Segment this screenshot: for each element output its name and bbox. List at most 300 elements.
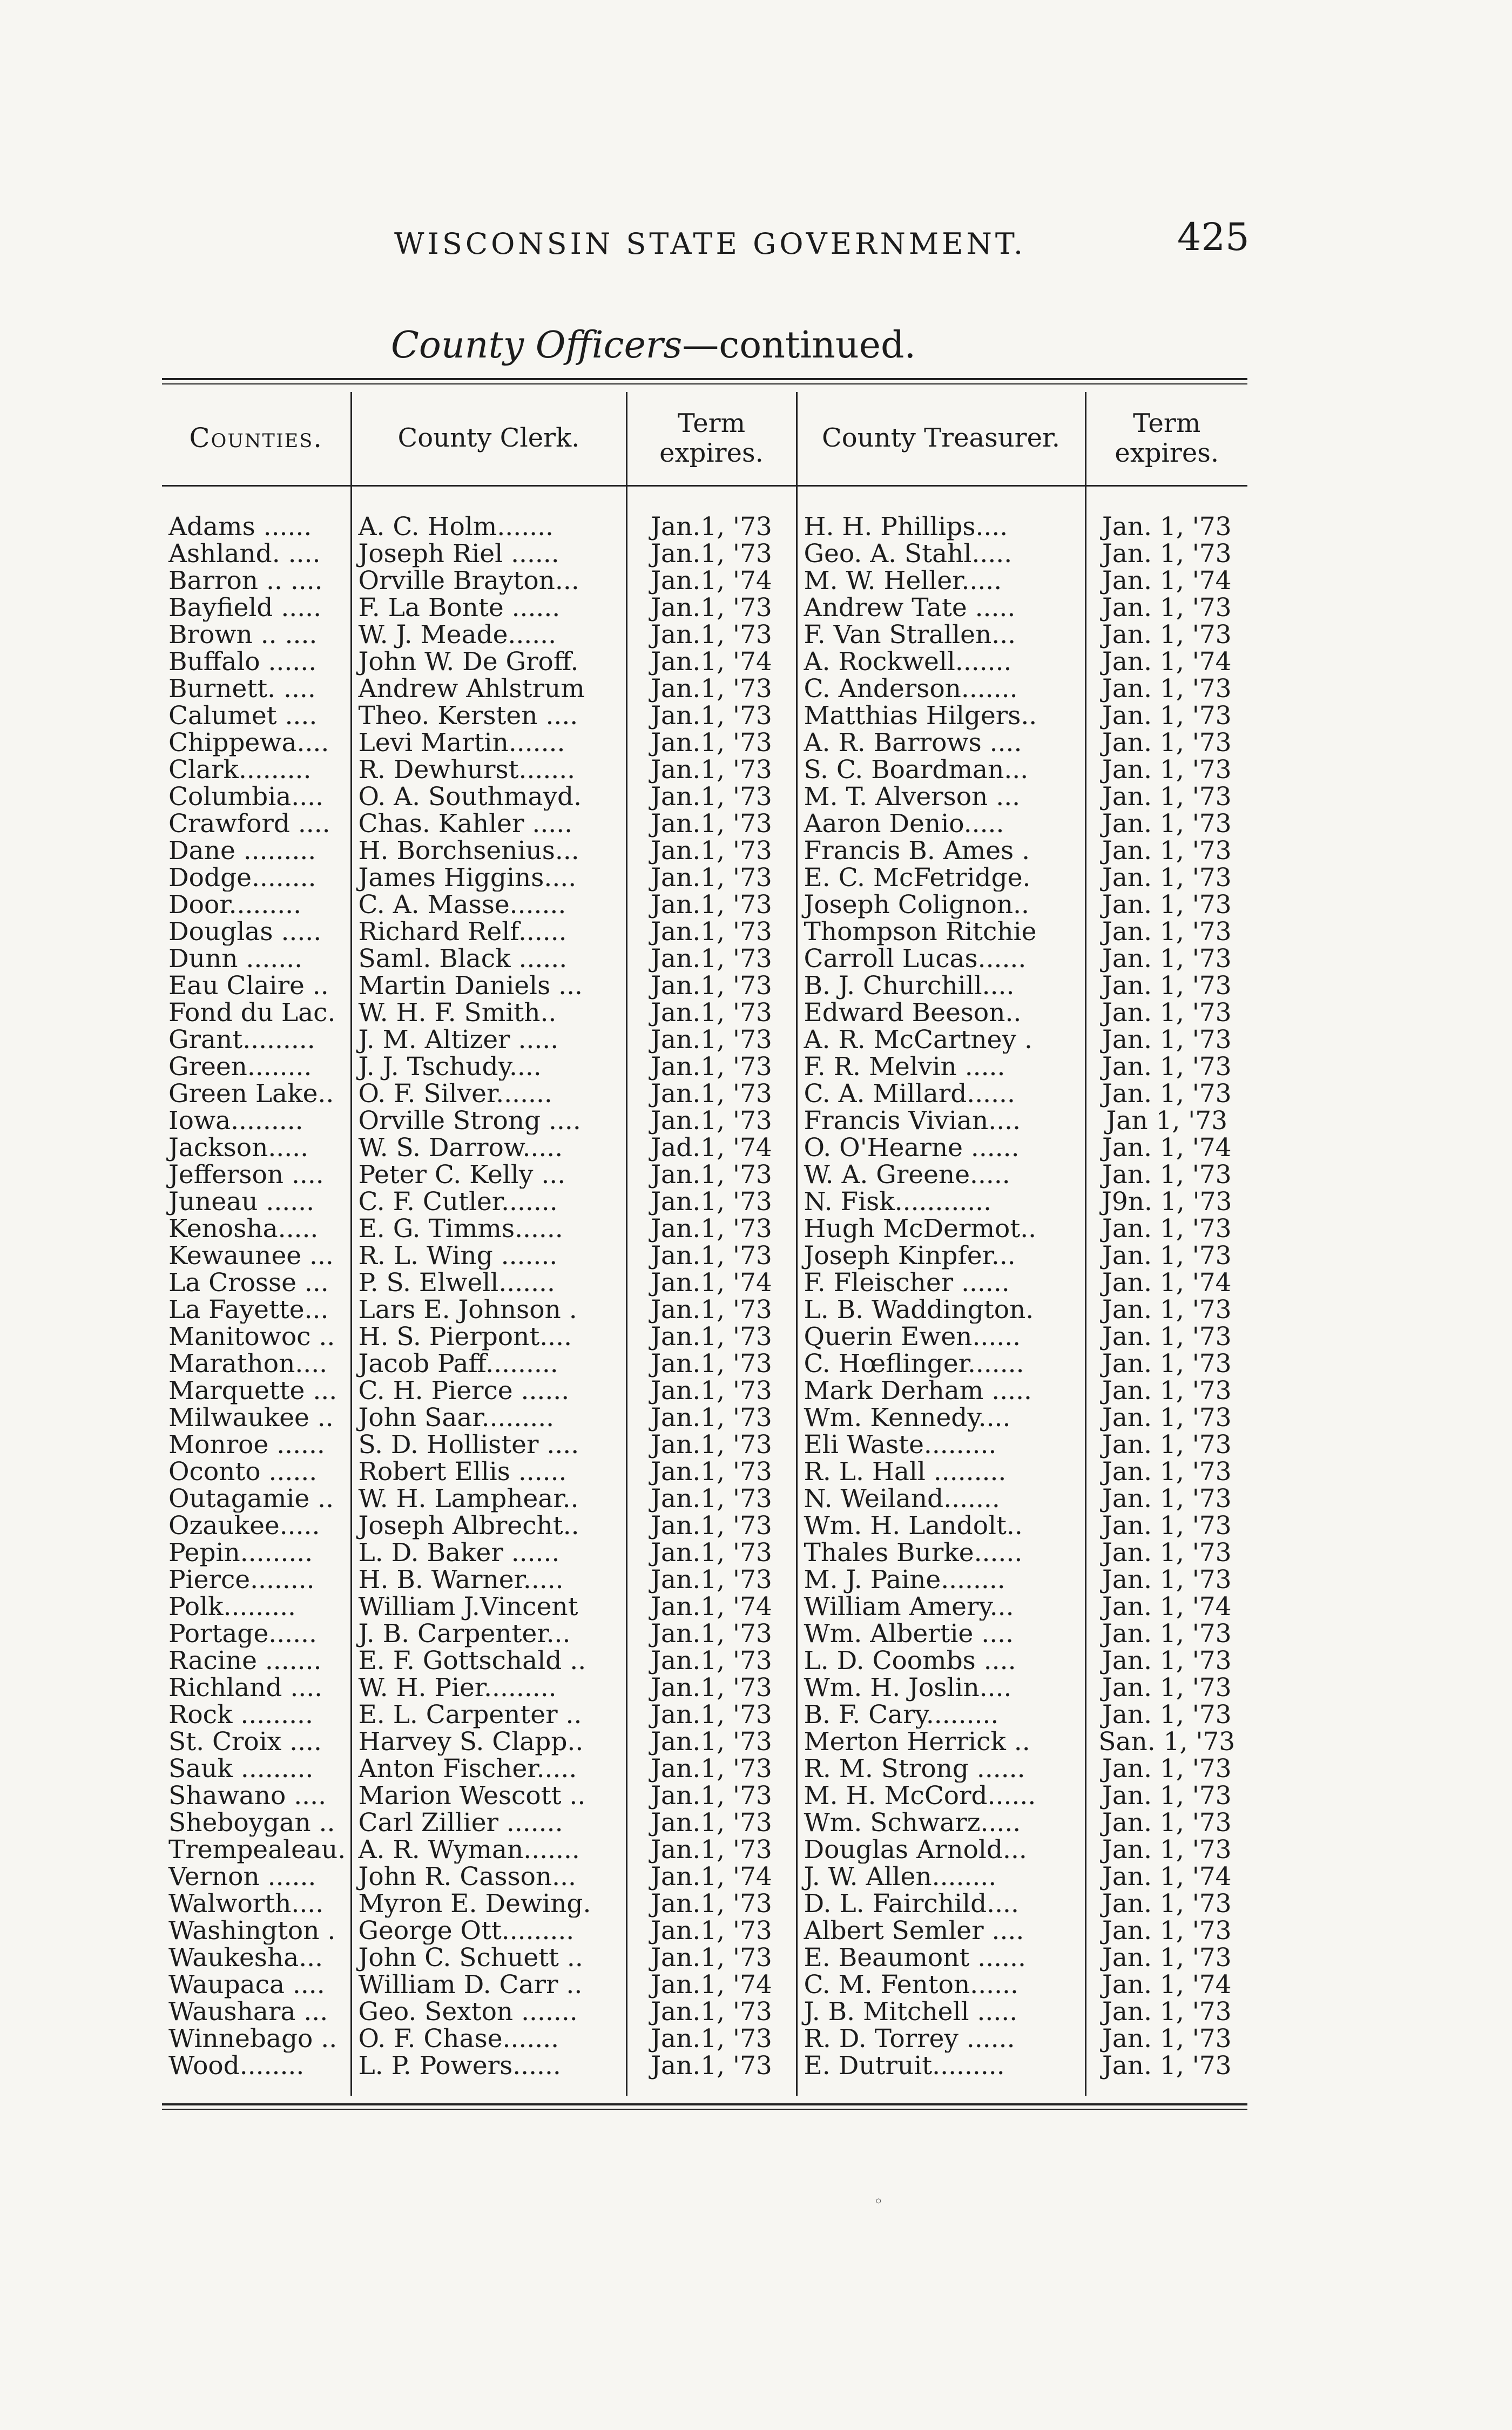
cell-treasurer: C. A. Millard...... — [796, 1081, 1085, 1108]
cell-county: Kenosha..... — [168, 1216, 319, 1243]
cell-clerk-term: Jan.1, '73 — [626, 757, 796, 784]
cell-county: Buffalo ...... — [168, 649, 317, 676]
cell-treasurer: Querin Ewen...... — [796, 1324, 1085, 1351]
cell-treasurer-term: Jan. 1, '73 — [1085, 946, 1247, 973]
table-row — [162, 622, 1247, 649]
cell-treasurer: B. J. Churchill.... — [796, 973, 1085, 1000]
table-row — [162, 757, 1247, 784]
cell-clerk: C. H. Pierce ...... — [351, 1378, 626, 1405]
cell-clerk-term: Jan.1, '74 — [626, 1594, 796, 1621]
cell-treasurer-term: Jan. 1, '73 — [1085, 2053, 1247, 2096]
col-header-treasurer-term: Term expires. — [1085, 392, 1247, 486]
cell-clerk-term: Jan.1, '73 — [626, 1513, 796, 1540]
cell-clerk-term: Jan.1, '73 — [626, 1621, 796, 1648]
cell-treasurer: C. Anderson....... — [796, 676, 1085, 703]
cell-treasurer-term: Jan. 1, '73 — [1085, 1837, 1247, 1864]
cell-treasurer-term: Jan 1, '73 — [1085, 1108, 1247, 1135]
cell-treasurer-term: Jan. 1, '74 — [1085, 649, 1247, 676]
cell-clerk-term: Jan.1, '73 — [626, 1837, 796, 1864]
table-row — [162, 1432, 1247, 1459]
cell-treasurer-term: Jan. 1, '73 — [1085, 1621, 1247, 1648]
cell-treasurer-term: Jan. 1, '73 — [1085, 919, 1247, 946]
cell-clerk-term: Jan.1, '73 — [626, 1702, 796, 1729]
cell-treasurer: J. W. Allen........ — [796, 1864, 1085, 1891]
table-row — [162, 1891, 1247, 1918]
cell-county: St. Croix .... — [168, 1729, 322, 1756]
table-row — [162, 973, 1247, 1000]
cell-clerk: Myron E. Dewing. — [351, 1891, 626, 1918]
cell-treasurer-term: Jan. 1, '73 — [1085, 676, 1247, 703]
cell-treasurer: E. C. McFetridge. — [796, 865, 1085, 892]
cell-clerk: Joseph Riel ...... — [351, 541, 626, 568]
cell-treasurer-term: Jan. 1, '73 — [1085, 1378, 1247, 1405]
cell-treasurer-term: Jan. 1, '73 — [1085, 1216, 1247, 1243]
cell-treasurer: R. D. Torrey ...... — [796, 2026, 1085, 2053]
cell-clerk-term: Jan.1, '73 — [626, 2026, 796, 2053]
cell-clerk-term: Jan.1, '73 — [626, 1783, 796, 1810]
cell-treasurer-term: Jan. 1, '73 — [1085, 703, 1247, 730]
cell-clerk: P. S. Elwell....... — [351, 1270, 626, 1297]
cell-clerk-term: Jan.1, '73 — [626, 865, 796, 892]
cell-treasurer-term: Jan. 1, '73 — [1085, 1324, 1247, 1351]
cell-treasurer-term: Jan. 1, '73 — [1085, 730, 1247, 757]
county-officers-table-wrap — [162, 392, 1247, 2096]
cell-clerk-term: Jan.1, '73 — [626, 1675, 796, 1702]
cell-clerk: A. C. Holm....... — [351, 486, 626, 541]
col-header-county-clerk: County Clerk. — [351, 392, 626, 486]
table-row — [162, 2053, 1247, 2096]
cell-clerk-term: Jan.1, '73 — [626, 838, 796, 865]
cell-treasurer: Joseph Kinpfer... — [796, 1243, 1085, 1270]
cell-county: Columbia.... — [168, 784, 324, 811]
cell-treasurer-term: Jan. 1, '73 — [1085, 1513, 1247, 1540]
cell-county: Door......... — [168, 892, 302, 919]
cell-treasurer: A. Rockwell....... — [796, 649, 1085, 676]
table-row — [162, 811, 1247, 838]
cell-county: Chippewa.... — [168, 730, 329, 757]
cell-clerk-term: Jan.1, '73 — [626, 1216, 796, 1243]
cell-treasurer-term: Jan. 1, '73 — [1085, 1054, 1247, 1081]
cell-clerk: E. L. Carpenter .. — [351, 1702, 626, 1729]
cell-clerk-term: Jan.1, '74 — [626, 1270, 796, 1297]
cell-treasurer: A. R. Barrows .... — [796, 730, 1085, 757]
cell-clerk: Anton Fischer..... — [351, 1756, 626, 1783]
table-row — [162, 1567, 1247, 1594]
cell-clerk: Lars E. Johnson . — [351, 1297, 626, 1324]
cell-clerk-term: Jan.1, '74 — [626, 649, 796, 676]
cell-treasurer-term: Jan. 1, '73 — [1085, 541, 1247, 568]
cell-treasurer-term: Jan. 1, '73 — [1085, 1027, 1247, 1054]
cell-county: Ashland. .... — [168, 541, 321, 568]
cell-county: Manitowoc .. — [168, 1324, 335, 1351]
table-row — [162, 784, 1247, 811]
table-row — [162, 1621, 1247, 1648]
cell-treasurer-term: Jan. 1, '73 — [1085, 1675, 1247, 1702]
cell-county: Juneau ...... — [168, 1189, 315, 1216]
cell-clerk-term: Jan.1, '73 — [626, 946, 796, 973]
cell-county: Waukesha... — [168, 1945, 323, 1972]
cell-county: Jefferson .... — [168, 1162, 324, 1189]
cell-clerk-term: Jan.1, '73 — [626, 676, 796, 703]
cell-treasurer-term: Jan. 1, '73 — [1085, 865, 1247, 892]
cell-county: Green........ — [168, 1054, 312, 1081]
cell-county: Outagamie .. — [168, 1486, 334, 1513]
table-row — [162, 1756, 1247, 1783]
cell-treasurer: D. L. Fairchild.... — [796, 1891, 1085, 1918]
cell-clerk: H. S. Pierpont.... — [351, 1324, 626, 1351]
cell-clerk: W. H. Pier......... — [351, 1675, 626, 1702]
col-header-counties: Counties. — [162, 392, 351, 486]
cell-clerk: Robert Ellis ...... — [351, 1459, 626, 1486]
cell-county: Racine ....... — [168, 1648, 322, 1675]
cell-treasurer: M. T. Alverson ... — [796, 784, 1085, 811]
cell-county: Ozaukee..... — [168, 1513, 320, 1540]
cell-clerk-term: Jan.1, '73 — [626, 2053, 796, 2096]
cell-clerk: A. R. Wyman....... — [351, 1837, 626, 1864]
cell-treasurer-term: Jan. 1, '73 — [1085, 1756, 1247, 1783]
cell-clerk: Richard Relf...... — [351, 919, 626, 946]
cell-treasurer: Hugh McDermot.. — [796, 1216, 1085, 1243]
cell-clerk: L. P. Powers...... — [351, 2053, 626, 2096]
cell-clerk: H. Borchsenius... — [351, 838, 626, 865]
cell-clerk-term: Jan.1, '73 — [626, 1432, 796, 1459]
table-subtitle — [0, 324, 1307, 367]
cell-county: Portage...... — [168, 1621, 317, 1648]
table-row — [162, 1243, 1247, 1270]
table-row — [162, 1459, 1247, 1486]
cell-county: Fond du Lac. — [168, 1000, 336, 1027]
cell-treasurer-term: Jan. 1, '73 — [1085, 1459, 1247, 1486]
table-row — [162, 1783, 1247, 1810]
cell-treasurer-term: Jan. 1, '73 — [1085, 757, 1247, 784]
cell-clerk-term: Jan.1, '73 — [626, 1054, 796, 1081]
cell-treasurer-term: Jan. 1, '73 — [1085, 811, 1247, 838]
table-row — [162, 1918, 1247, 1945]
table-row — [162, 838, 1247, 865]
cell-clerk: W. H. Lamphear.. — [351, 1486, 626, 1513]
cell-clerk: R. L. Wing ....... — [351, 1243, 626, 1270]
cell-treasurer: Carroll Lucas...... — [796, 946, 1085, 973]
cell-clerk-term: Jan.1, '73 — [626, 1000, 796, 1027]
cell-clerk-term: Jan.1, '73 — [626, 1540, 796, 1567]
cell-treasurer-term: Jan. 1, '73 — [1085, 1783, 1247, 1810]
cell-treasurer: Joseph Colignon.. — [796, 892, 1085, 919]
cell-clerk-term: Jan.1, '73 — [626, 1378, 796, 1405]
table-row — [162, 1864, 1247, 1891]
cell-treasurer: M. H. McCord...... — [796, 1783, 1085, 1810]
cell-treasurer: Wm. Albertie .... — [796, 1621, 1085, 1648]
cell-clerk: John W. De Groff. — [351, 649, 626, 676]
cell-clerk: O. A. Southmayd. — [351, 784, 626, 811]
table-row — [162, 676, 1247, 703]
cell-county: Barron .. .... — [168, 568, 323, 595]
cell-clerk-term: Jan.1, '73 — [626, 595, 796, 622]
cell-clerk: H. B. Warner..... — [351, 1567, 626, 1594]
cell-clerk-term: Jan.1, '73 — [626, 1567, 796, 1594]
col-header-county-treasurer: County Treasurer. — [796, 392, 1085, 486]
cell-clerk: Orville Strong .... — [351, 1108, 626, 1135]
cell-treasurer-term: Jan. 1, '73 — [1085, 784, 1247, 811]
cell-treasurer: R. L. Hall ......... — [796, 1459, 1085, 1486]
cell-clerk: Chas. Kahler ..... — [351, 811, 626, 838]
table-row — [162, 1729, 1247, 1756]
cell-clerk-term: Jan.1, '73 — [626, 1351, 796, 1378]
cell-treasurer-term: Jan. 1, '74 — [1085, 568, 1247, 595]
cell-clerk-term: Jan.1, '74 — [626, 568, 796, 595]
cell-clerk: L. D. Baker ...... — [351, 1540, 626, 1567]
cell-treasurer: E. Beaumont ...... — [796, 1945, 1085, 1972]
cell-treasurer-term: Jan. 1, '74 — [1085, 1972, 1247, 1999]
county-officers-table — [162, 392, 1247, 2096]
bottom-rule — [162, 2103, 1247, 2110]
cell-treasurer: Thompson Ritchie — [796, 919, 1085, 946]
cell-treasurer-term: Jan. 1, '73 — [1085, 1567, 1247, 1594]
cell-treasurer-term: Jan. 1, '73 — [1085, 1999, 1247, 2026]
cell-county: Marquette ... — [168, 1378, 338, 1405]
cell-treasurer: Mark Derham ..... — [796, 1378, 1085, 1405]
cell-clerk: O. F. Silver....... — [351, 1081, 626, 1108]
cell-clerk: William D. Carr .. — [351, 1972, 626, 1999]
cell-treasurer: F. Van Strallen... — [796, 622, 1085, 649]
table-row — [162, 703, 1247, 730]
table-row — [162, 1513, 1247, 1540]
cell-county: Rock ......... — [168, 1702, 313, 1729]
cell-county: Richland .... — [168, 1675, 323, 1702]
cell-county: Burnett. .... — [168, 676, 316, 703]
cell-county: Dane ......... — [168, 838, 316, 865]
table-row — [162, 1486, 1247, 1513]
cell-clerk: Marion Wescott .. — [351, 1783, 626, 1810]
cell-county: Iowa......... — [168, 1108, 303, 1135]
cell-treasurer: Francis Vivian.... — [796, 1108, 1085, 1135]
cell-treasurer: C. Hœflinger....... — [796, 1351, 1085, 1378]
cell-treasurer: A. R. McCartney . — [796, 1027, 1085, 1054]
cell-treasurer: N. Weiland....... — [796, 1486, 1085, 1513]
cell-county: Monroe ...... — [168, 1432, 325, 1459]
cell-treasurer: Wm. Schwarz..... — [796, 1810, 1085, 1837]
cell-clerk-term: Jan.1, '74 — [626, 1864, 796, 1891]
cell-treasurer: Aaron Denio..... — [796, 811, 1085, 838]
cell-treasurer: Merton Herrick .. — [796, 1729, 1085, 1756]
cell-treasurer: C. M. Fenton...... — [796, 1972, 1085, 1999]
cell-treasurer-term: Jan. 1, '74 — [1085, 1270, 1247, 1297]
cell-county: Shawano .... — [168, 1783, 327, 1810]
cell-clerk-term: Jan.1, '73 — [626, 919, 796, 946]
cell-treasurer: Francis B. Ames . — [796, 838, 1085, 865]
table-row — [162, 1135, 1247, 1162]
cell-clerk: Jacob Paff......... — [351, 1351, 626, 1378]
cell-county: Walworth.... — [168, 1891, 324, 1918]
cell-clerk-term: Jan.1, '73 — [626, 1081, 796, 1108]
cell-county: Kewaunee ... — [168, 1243, 334, 1270]
cell-treasurer: J. B. Mitchell ..... — [796, 1999, 1085, 2026]
cell-county: Washington . — [168, 1918, 336, 1945]
cell-clerk: J. M. Altizer ..... — [351, 1027, 626, 1054]
cell-clerk-term: Jan.1, '73 — [626, 541, 796, 568]
table-row — [162, 865, 1247, 892]
cell-clerk-term: Jan.1, '73 — [626, 703, 796, 730]
cell-county: Waushara ... — [168, 1999, 328, 2026]
cell-clerk: Peter C. Kelly ... — [351, 1162, 626, 1189]
cell-clerk-term: Jan.1, '73 — [626, 486, 796, 541]
cell-clerk-term: Jan.1, '73 — [626, 1999, 796, 2026]
cell-treasurer-term: Jan. 1, '73 — [1085, 1351, 1247, 1378]
cell-clerk: S. D. Hollister .... — [351, 1432, 626, 1459]
cell-county: Sauk ......... — [168, 1756, 314, 1783]
cell-treasurer-term: Jan. 1, '73 — [1085, 973, 1247, 1000]
cell-treasurer: Wm. Kennedy.... — [796, 1405, 1085, 1432]
cell-county: Dunn ....... — [168, 946, 303, 973]
cell-clerk: Andrew Ahlstrum — [351, 676, 626, 703]
table-row — [162, 1405, 1247, 1432]
cell-treasurer-term: Jan. 1, '73 — [1085, 622, 1247, 649]
cell-county: Pierce........ — [168, 1567, 315, 1594]
cell-county: Dodge........ — [168, 865, 316, 892]
cell-clerk-term: Jan.1, '73 — [626, 1729, 796, 1756]
page-number: 425 — [1177, 215, 1250, 259]
cell-clerk-term: Jan.1, '74 — [626, 1972, 796, 1999]
table-row — [162, 1702, 1247, 1729]
table-row — [162, 1675, 1247, 1702]
cell-county: Jackson..... — [168, 1135, 309, 1162]
cell-clerk: W. H. F. Smith.. — [351, 1000, 626, 1027]
cell-county: Calumet .... — [168, 703, 318, 730]
table-row — [162, 1297, 1247, 1324]
cell-clerk-term: Jan.1, '73 — [626, 1297, 796, 1324]
cell-county: Douglas ..... — [168, 919, 322, 946]
top-rule — [162, 378, 1247, 384]
cell-clerk-term: Jan.1, '73 — [626, 892, 796, 919]
cell-clerk: J. J. Tschudy.... — [351, 1054, 626, 1081]
table-row — [162, 1162, 1247, 1189]
cell-county: Adams ...... — [168, 512, 312, 541]
table-row — [162, 1108, 1247, 1135]
cell-treasurer: Eli Waste......... — [796, 1432, 1085, 1459]
cell-clerk: Orville Brayton... — [351, 568, 626, 595]
cell-clerk-term: Jan.1, '73 — [626, 1243, 796, 1270]
table-row — [162, 486, 1247, 541]
cell-clerk: E. F. Gottschald .. — [351, 1648, 626, 1675]
cell-clerk: J. B. Carpenter... — [351, 1621, 626, 1648]
cell-clerk-term: Jan.1, '73 — [626, 1918, 796, 1945]
print-mark: ◦ — [874, 2192, 883, 2211]
cell-clerk: George Ott......... — [351, 1918, 626, 1945]
cell-treasurer: S. C. Boardman... — [796, 757, 1085, 784]
cell-treasurer: W. A. Greene..... — [796, 1162, 1085, 1189]
cell-county: Pepin......... — [168, 1540, 313, 1567]
cell-treasurer: E. Dutruit......... — [796, 2053, 1085, 2096]
table-row — [162, 1189, 1247, 1216]
cell-clerk-term: Jan.1, '73 — [626, 1189, 796, 1216]
cell-treasurer: Matthias Hilgers.. — [796, 703, 1085, 730]
cell-clerk-term: Jan.1, '73 — [626, 1162, 796, 1189]
cell-county: Eau Claire .. — [168, 973, 329, 1000]
header-row — [162, 392, 1247, 486]
cell-treasurer-term: Jan. 1, '73 — [1085, 1648, 1247, 1675]
subtitle-rest: —continued. — [682, 324, 916, 367]
cell-county: Sheboygan .. — [168, 1810, 335, 1837]
cell-treasurer-term: Jan. 1, '73 — [1085, 1918, 1247, 1945]
cell-clerk-term: Jan.1, '73 — [626, 811, 796, 838]
cell-treasurer: F. R. Melvin ..... — [796, 1054, 1085, 1081]
table-row — [162, 1972, 1247, 1999]
cell-treasurer-term: Jan. 1, '74 — [1085, 1594, 1247, 1621]
cell-county: Marathon.... — [168, 1351, 328, 1378]
table-row — [162, 1999, 1247, 2026]
cell-clerk: Levi Martin....... — [351, 730, 626, 757]
cell-clerk: John C. Schuett .. — [351, 1945, 626, 1972]
cell-county: Grant......... — [168, 1027, 315, 1054]
table-row — [162, 595, 1247, 622]
cell-treasurer: M. J. Paine........ — [796, 1567, 1085, 1594]
cell-clerk-term: Jan.1, '73 — [626, 1756, 796, 1783]
cell-treasurer-term: Jan. 1, '73 — [1085, 892, 1247, 919]
table-row — [162, 1540, 1247, 1567]
cell-treasurer-term: Jan. 1, '74 — [1085, 1135, 1247, 1162]
table-row — [162, 1594, 1247, 1621]
cell-treasurer-term: J9n. 1, '73 — [1085, 1189, 1247, 1216]
table-row — [162, 2026, 1247, 2053]
cell-treasurer-term: Jan. 1, '73 — [1085, 1243, 1247, 1270]
cell-clerk: W. S. Darrow..... — [351, 1135, 626, 1162]
cell-treasurer-term: Jan. 1, '73 — [1085, 1891, 1247, 1918]
cell-county: La Crosse ... — [168, 1270, 329, 1297]
cell-clerk-term: Jan.1, '73 — [626, 622, 796, 649]
cell-treasurer: M. W. Heller..... — [796, 568, 1085, 595]
cell-clerk-term: Jad.1, '74 — [626, 1135, 796, 1162]
table-row — [162, 1351, 1247, 1378]
cell-treasurer-term: Jan. 1, '73 — [1085, 838, 1247, 865]
cell-clerk-term: Jan.1, '73 — [626, 1486, 796, 1513]
subtitle-italic: County Officers — [390, 324, 683, 367]
cell-county: Polk......... — [168, 1594, 296, 1621]
cell-treasurer-term: Jan. 1, '73 — [1085, 1081, 1247, 1108]
cell-county: Waupaca .... — [168, 1972, 325, 1999]
table-body — [162, 486, 1247, 2096]
cell-clerk-term: Jan.1, '73 — [626, 1405, 796, 1432]
cell-clerk-term: Jan.1, '73 — [626, 1891, 796, 1918]
cell-county: Winnebago .. — [168, 2026, 338, 2053]
cell-clerk: Geo. Sexton ....... — [351, 1999, 626, 2026]
cell-treasurer-term: Jan. 1, '73 — [1085, 1486, 1247, 1513]
cell-clerk: W. J. Meade...... — [351, 622, 626, 649]
cell-clerk-term: Jan.1, '73 — [626, 1027, 796, 1054]
cell-treasurer: Edward Beeson.. — [796, 1000, 1085, 1027]
cell-clerk: James Higgins.... — [351, 865, 626, 892]
table-row — [162, 730, 1247, 757]
cell-county: La Fayette... — [168, 1297, 329, 1324]
cell-clerk: F. La Bonte ...... — [351, 595, 626, 622]
cell-treasurer: Andrew Tate ..... — [796, 595, 1085, 622]
table-row — [162, 1000, 1247, 1027]
cell-clerk-term: Jan.1, '73 — [626, 1945, 796, 1972]
cell-county: Crawford .... — [168, 811, 330, 838]
cell-treasurer: F. Fleischer ...... — [796, 1270, 1085, 1297]
cell-treasurer-term: Jan. 1, '73 — [1085, 1540, 1247, 1567]
cell-clerk-term: Jan.1, '73 — [626, 730, 796, 757]
table-row — [162, 1324, 1247, 1351]
table-row — [162, 1810, 1247, 1837]
col-header-clerk-term: Term expires. — [626, 392, 796, 486]
cell-treasurer: N. Fisk............ — [796, 1189, 1085, 1216]
cell-clerk-term: Jan.1, '73 — [626, 1108, 796, 1135]
table-row — [162, 1837, 1247, 1864]
cell-clerk: R. Dewhurst....... — [351, 757, 626, 784]
cell-treasurer-term: Jan. 1, '73 — [1085, 1702, 1247, 1729]
cell-clerk: O. F. Chase....... — [351, 2026, 626, 2053]
cell-treasurer-term: Jan. 1, '73 — [1085, 1945, 1247, 1972]
cell-treasurer-term: Jan. 1, '73 — [1085, 1405, 1247, 1432]
